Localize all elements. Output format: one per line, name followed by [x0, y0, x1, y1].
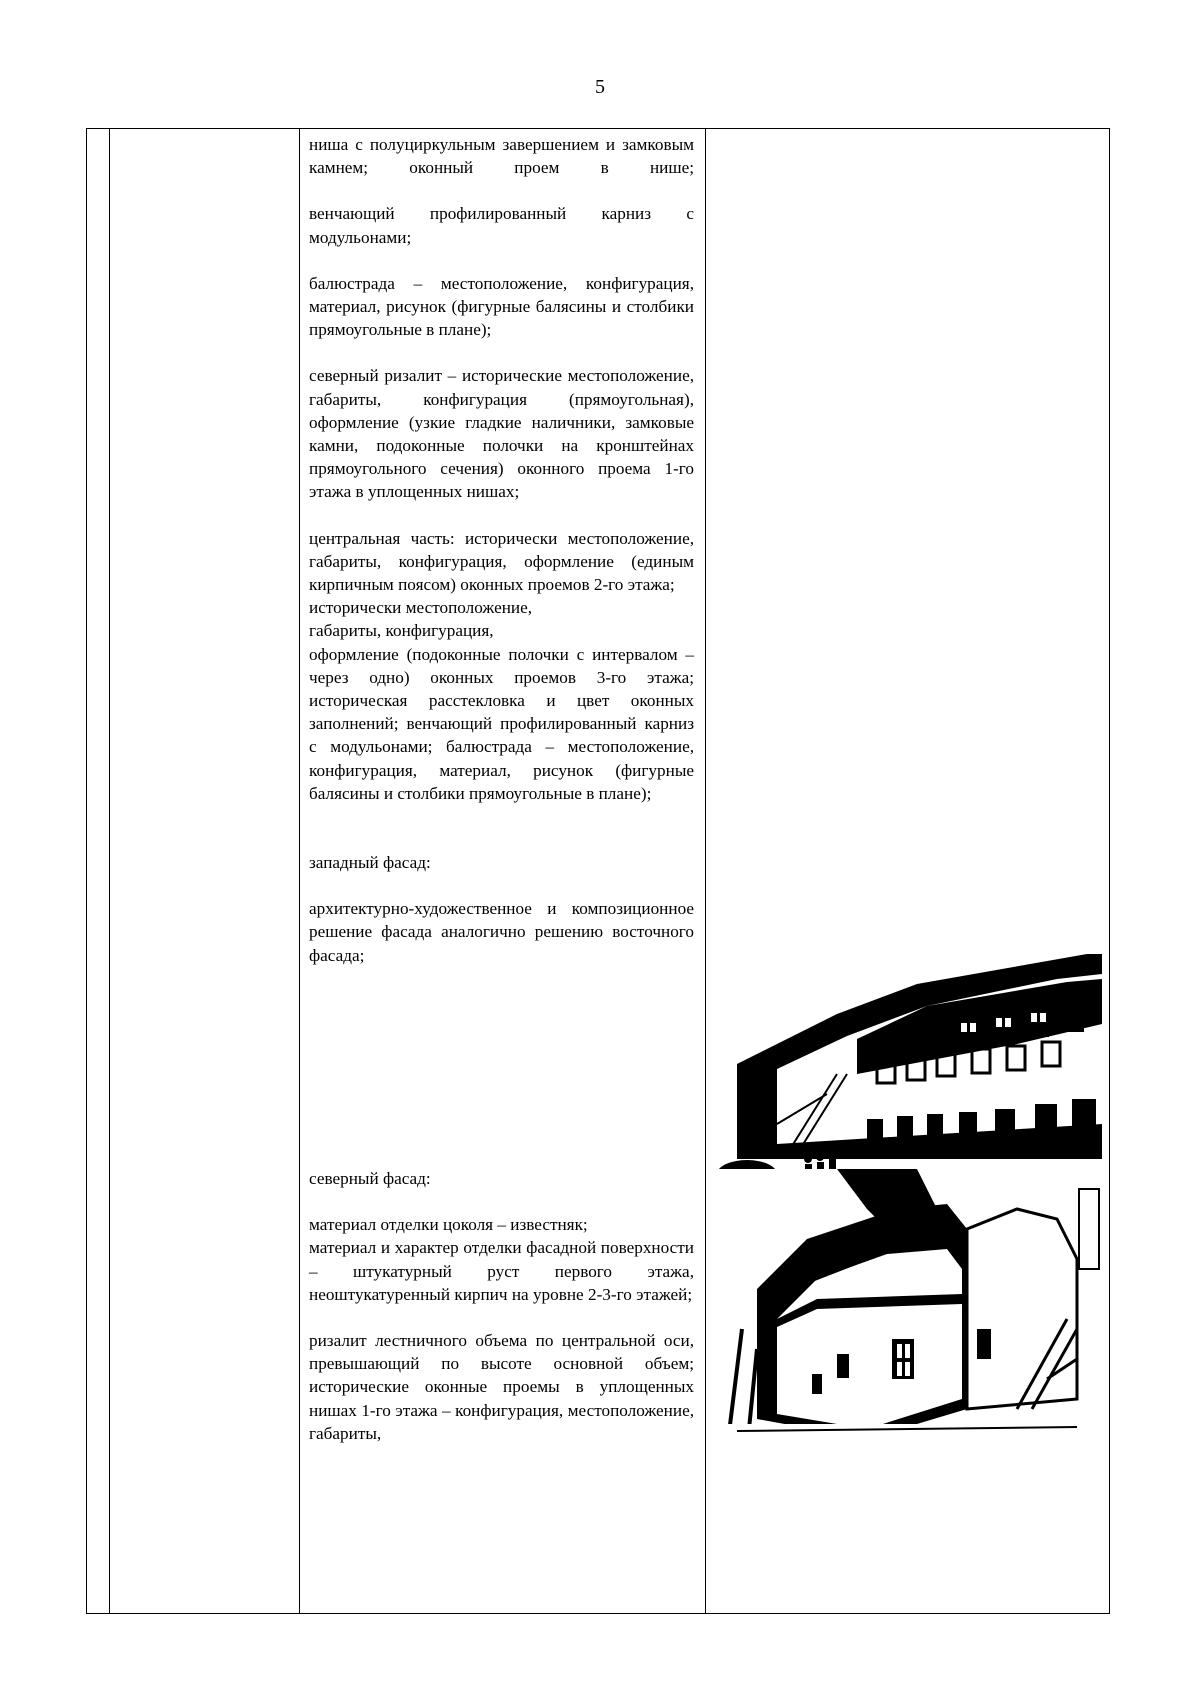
paragraph: ризалит лестничного объема по центральной оси, превышающий по высоте основной объем; исторические оконные проемы в уплощенных нишах 1-го этажа – конфигурация, местоположение, габариты, [309, 1330, 694, 1443]
paragraph: оформление (подоконные полочки с интервалом – через одно) оконных проемов 3-го этажа; историческая расстекловка и цвет оконных заполнений; венчающий профилированный карниз с модульонами; балюстрада – местоположение, конфигурация, материал, рисунок (фигурные балясины и столбики прямоугольные в плане); [309, 644, 694, 803]
paragraph: исторически местоположение, [309, 598, 533, 618]
section-heading: северный фасад: [309, 1168, 431, 1188]
paragraph: архитектурно-художественное и композиционное решение фасада аналогично решению восточного фасада; [309, 899, 694, 965]
page-number: 5 [595, 76, 605, 98]
paragraph: центральная часть: исторически местоположение, габариты, конфигурация, оформление (единым кирпичным поясом) оконных проемов 2-го этажа; [309, 528, 694, 595]
paragraph: балюстрада – местоположение, конфигурация, материал, рисунок (фигурные балясины и столбики прямоугольные в плане); [309, 273, 694, 340]
paragraph: северный ризалит – исторические местоположение, габариты, конфигурация (прямоугольная), оформление (узкие гладкие наличники, замковые камни, подоконные полочки на кронштейнах прямоугольного сечения) оконного проема 1-го этажа в уплощенных нишах; [309, 366, 694, 502]
column-divider [705, 129, 706, 1613]
section-heading: западный фасад: [309, 853, 431, 873]
building-photo-image [717, 1169, 1105, 1449]
paragraph: материал и характер отделки фасадной поверхности – штукатурный руст первого этажа, неоштукатуренный кирпич на уровне 2-3-го этажей; [309, 1238, 694, 1304]
column-divider [109, 129, 110, 1613]
paragraph: венчающий профилированный карниз с модульонами; [309, 204, 694, 247]
requirements-text-column [309, 129, 694, 1445]
north-facade-photo [717, 1169, 1105, 1449]
column-divider [299, 129, 300, 1613]
content-table [86, 128, 1110, 1614]
paragraph: габариты, конфигурация, [309, 621, 494, 641]
paragraph: материал отделки цоколя – известняк; [309, 1215, 588, 1235]
paragraph: ниша с полуциркульным завершением и замковым камнем; оконный проем в нише; [309, 135, 694, 178]
